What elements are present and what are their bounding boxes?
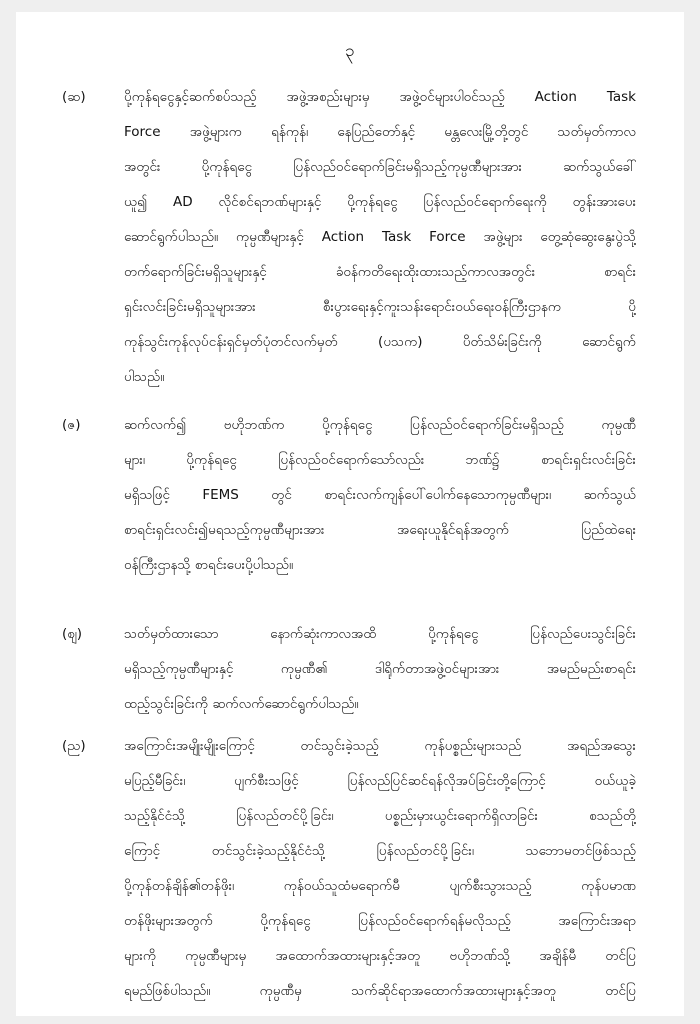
section-body	[124, 408, 636, 583]
section-marker: (ဈ)	[62, 626, 83, 642]
section-body	[124, 80, 636, 395]
text-line: တက်ရောက်ခြင်းမရှိသူများနှင့် ခံဝန်ကတိရေးထိုးထားသည့်ကာလအတွင်း စာရင်း	[124, 264, 636, 280]
document-page	[16, 12, 684, 1016]
section-zha	[62, 617, 636, 722]
text-line: ပါသည်။	[124, 369, 165, 385]
text-line: ထည့်သွင်းခြင်းကို ဆက်လက်ဆောင်ရွက်ပါသည်။	[124, 696, 359, 712]
text-line: အတွင်း ပို့ကုန်ရငွေ ပြန်လည်ဝင်ရောက်ခြင်းမရှိသည့်ကုမ္ပဏီများအား ဆက်သွယ်ခေါ်	[124, 159, 636, 175]
text-line: မရှိသည့်ကုမ္ပဏီများနှင့် ကုမ္ပဏီ၏ ဒါရိုက်တာအဖွဲ့ဝင်များအား အမည်မည်းစာရင်း	[124, 661, 636, 677]
text-line: Force အဖွဲ့များက ရန်ကုန်၊ နေပြည်တော်နှင့် မန္တလေးမြို့တို့တွင် သတ်မှတ်ကာလ	[124, 124, 636, 140]
text-line: ယူ၍ AD လိုင်စင်ရဘဏ်များနှင့် ပို့ကုန်ရငွေ ပြန်လည်ဝင်ရောက်ရေးကို တွန်းအားပေး	[124, 194, 636, 210]
text-line: တန်ဖိုးများအတွက် ပို့ကုန်ရငွေ ပြန်လည်ဝင်ရောက်ရန်မလိုသည့် အကြောင်းအရာ	[124, 913, 636, 929]
text-line: အကြောင်းအမျိုးမျိုးကြောင့် တင်သွင်းခဲ့သည့် ကုန်ပစ္စည်းများသည် အရည်အသွေး	[124, 738, 636, 754]
text-line: ပို့ကုန်ရငွေနှင့်ဆက်စပ်သည့် အဖွဲ့အစည်းများမှ အဖွဲ့ဝင်များပါဝင်သည့် Action Task	[124, 89, 636, 105]
text-line: မရှိသဖြင့် FEMS တွင် စာရင်းလက်ကျန်ပေါ်ပေါက်နေသောကုမ္ပဏီများ၊ ဆက်သွယ်	[124, 487, 636, 503]
text-line: သည့်နိုင်ငံသို့ ပြန်လည်တင်ပို့ခြင်း၊ ပစ္စည်းမှားယွင်းရောက်ရှိလာခြင်း စသည်တို့	[124, 808, 636, 824]
text-line: ရှင်းလင်းခြင်းမရှိသူများအား စီးပွားရေးနှင့်ကူးသန်းရောင်းဝယ်ရေးဝန်ကြီးဌာနက ပို့	[124, 299, 636, 315]
text-line: ကြောင့် တင်သွင်းခဲ့သည့်နိုင်ငံသို့ ပြန်လည်တင်ပို့ခြင်း၊ သဘောမတင်ဖြစ်သည့်	[124, 843, 636, 859]
text-line: ကုန်သွင်းကုန်လုပ်ငန်းရှင်မှတ်ပုံတင်လက်မှတ် (ပသက) ပိတ်သိမ်းခြင်းကို ဆောင်ရွက်	[124, 334, 636, 350]
section-marker: (ဆ)	[62, 89, 86, 105]
text-line: ရမည်ဖြစ်ပါသည်။ ကုမ္ပဏီမှ သက်ဆိုင်ရာအထောက်အထားများနှင့်အတူ တင်ပြ	[124, 983, 636, 999]
page-number: ၃	[345, 41, 355, 61]
text-line: များကို ကုမ္ပဏီများမှ အထောက်အထားများနှင့်အတူ ဗဟိုဘဏ်သို့ အချိန်မီ တင်ပြ	[124, 948, 636, 964]
section-body	[124, 729, 636, 1009]
text-line: ဆက်လက်၍ ဗဟိုဘဏ်က ပို့ကုန်ရငွေ ပြန်လည်ဝင်ရောက်ခြင်းမရှိသည့် ကုမ္ပဏီ	[124, 417, 636, 433]
section-nya	[62, 729, 636, 1009]
text-line: ပို့ကုန်တန်ချိန်၏တန်ဖိုး၊ ကုန်ဝယ်သူထံမရောက်မီ ပျက်စီးသွားသည့် ကုန်ပမာဏ	[124, 878, 636, 894]
text-line: မပြည့်မီခြင်း၊ ပျက်စီးသဖြင့် ပြန်လည်ပြင်ဆင်ရန်လိုအပ်ခြင်းတို့ကြောင့် ဝယ်ယူခဲ့	[124, 773, 636, 789]
text-line: များ၊ ပို့ကုန်ရငွေ ပြန်လည်ဝင်ရောက်သော်လည်း ဘဏ်၌ စာရင်းရှင်းလင်းခြင်း	[124, 452, 636, 468]
text-line: သတ်မှတ်ထားသော နောက်ဆုံးကာလအထိ ပို့ကုန်ရငွေ ပြန်လည်ပေးသွင်းခြင်း	[124, 626, 636, 642]
section-marker: (ည)	[62, 738, 86, 754]
section-marker: (ဇ)	[62, 417, 81, 433]
section-za	[62, 408, 636, 583]
text-line: ဝန်ကြီးဌာနသို့ စာရင်းပေးပို့ပါသည်။	[124, 557, 294, 573]
text-line: ဆောင်ရွက်ပါသည်။ ကုမ္ပဏီများနှင့် Action Task Force အဖွဲ့များ တွေ့ဆုံဆွေးနွေးပွဲသို့	[124, 229, 636, 245]
section-body	[124, 617, 636, 722]
section-sa	[62, 80, 636, 395]
text-line: စာရင်းရှင်းလင်း၍မရသည့်ကုမ္ပဏီများအား အရေးယူနိုင်ရန်အတွက် ပြည်ထဲရေး	[124, 522, 636, 538]
